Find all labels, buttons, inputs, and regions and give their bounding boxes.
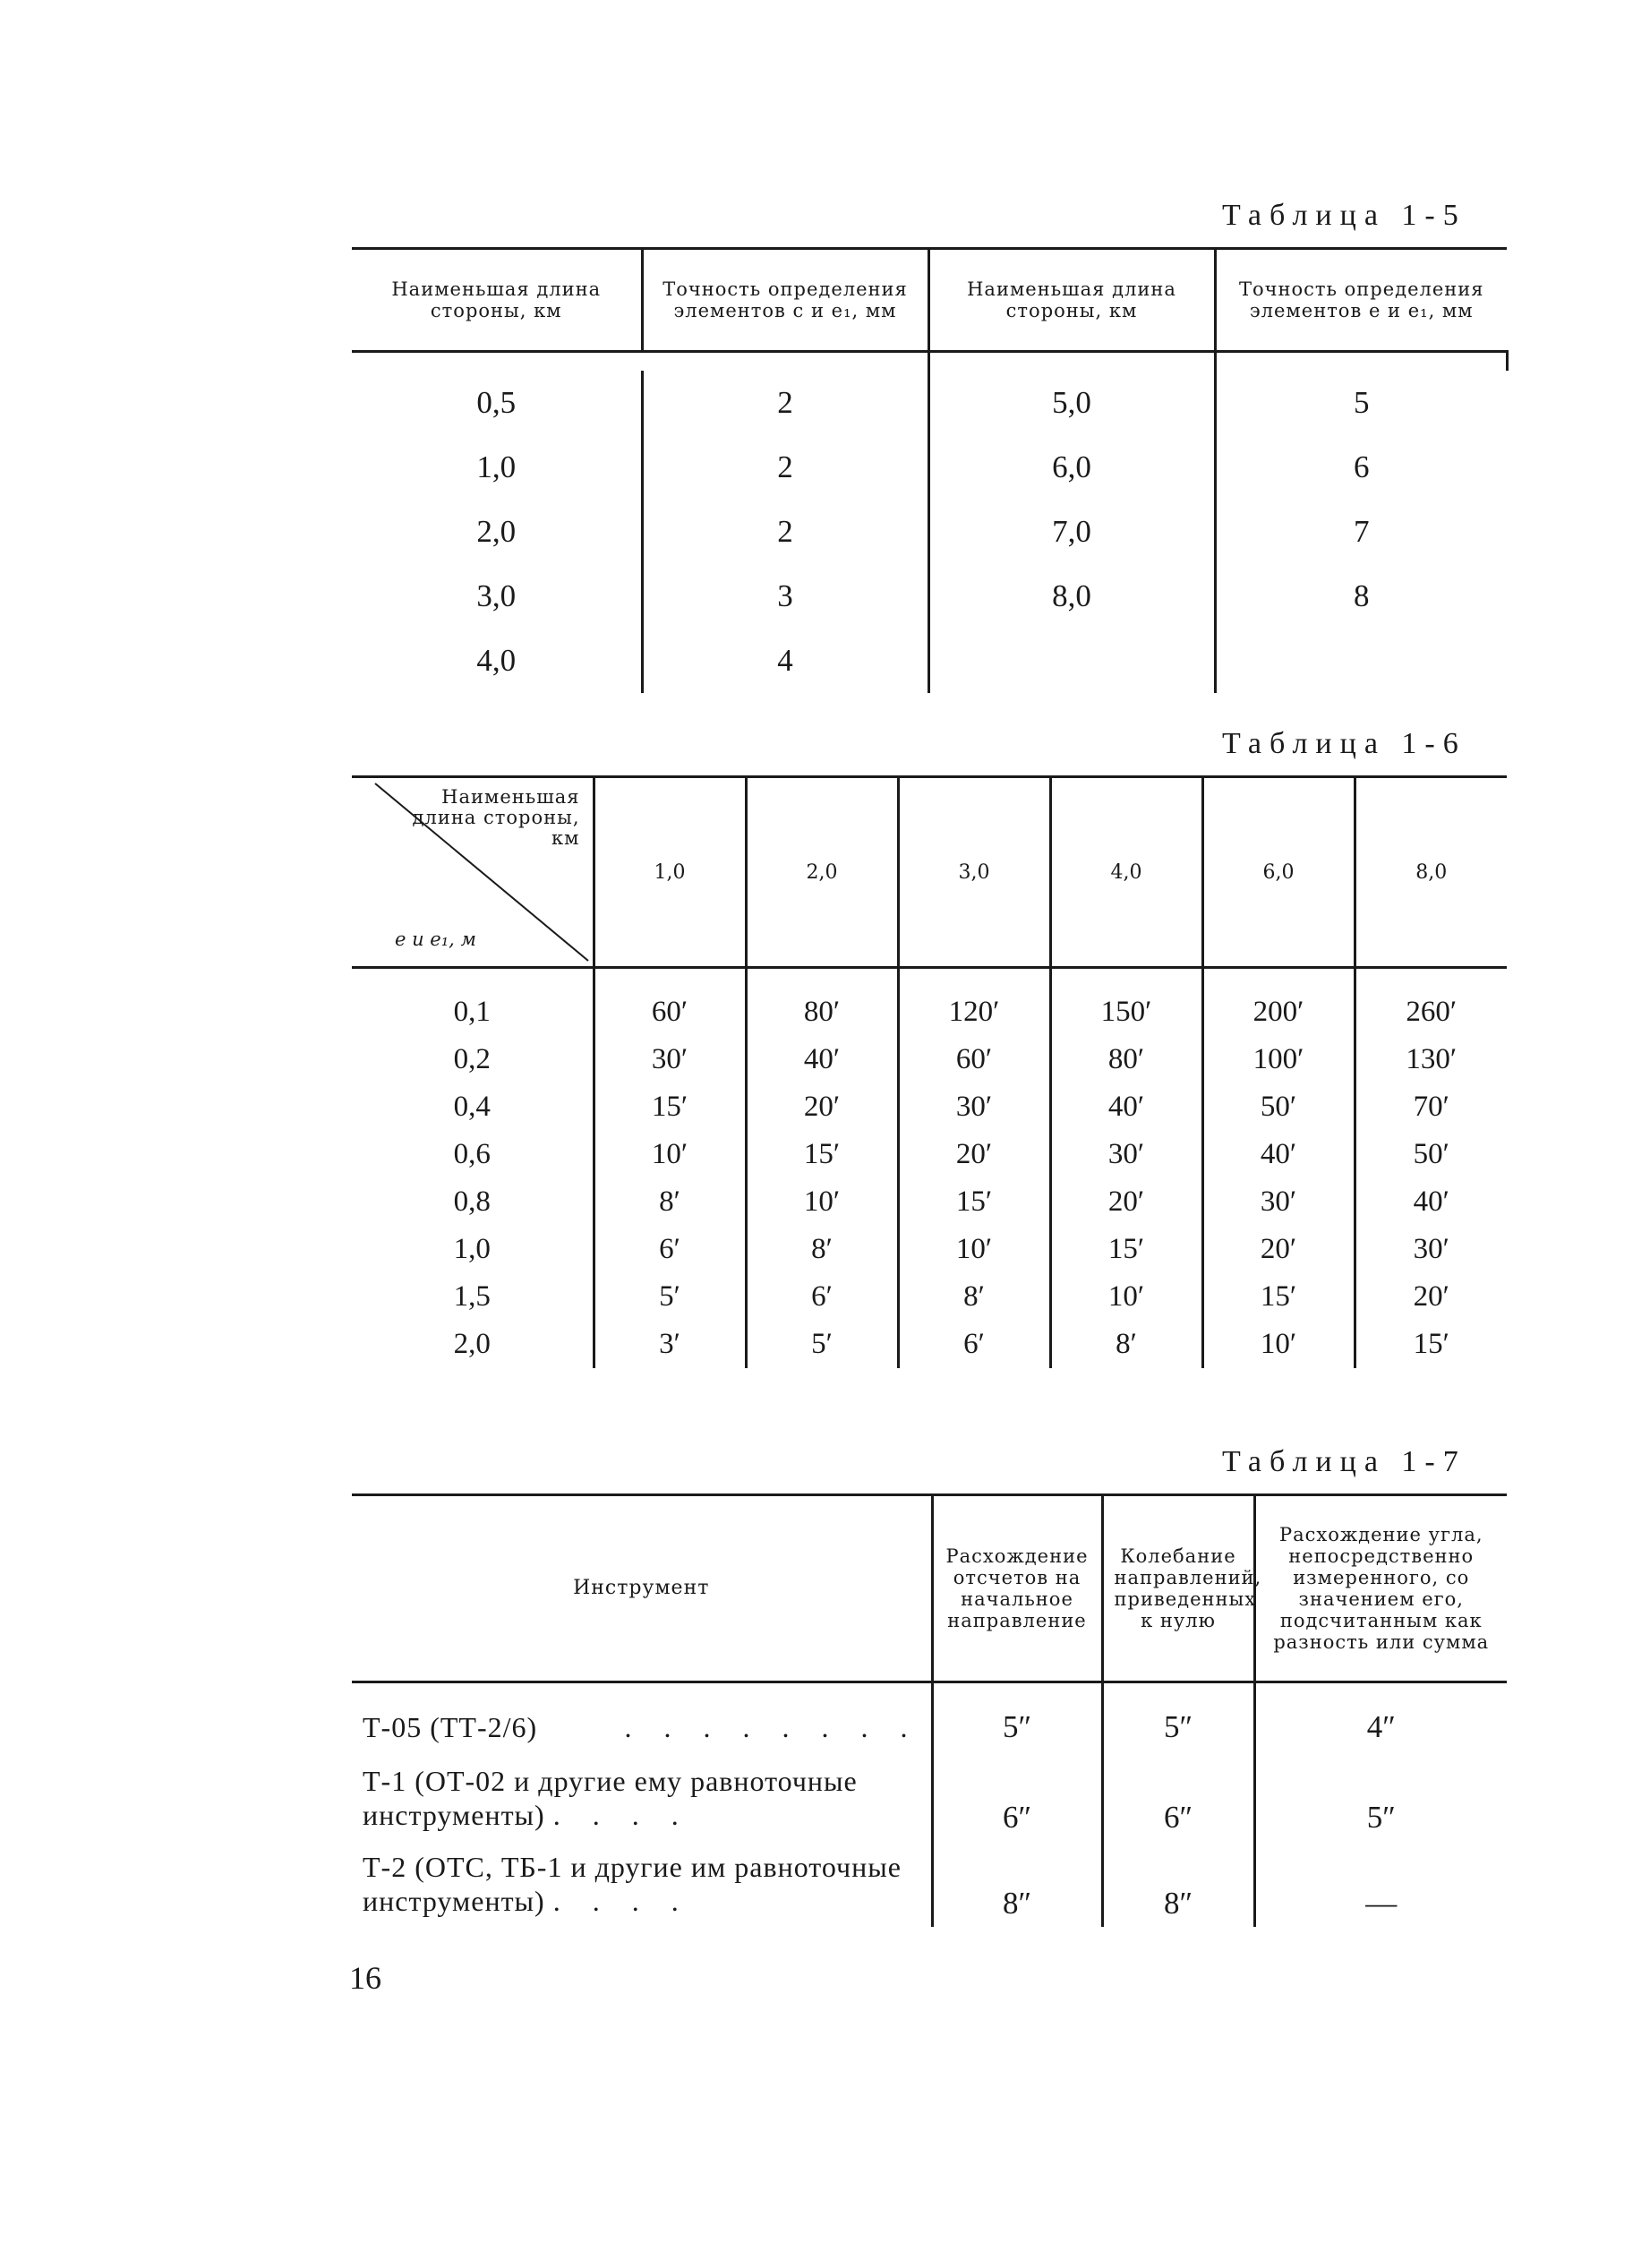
table-cell: 6″: [932, 1755, 1102, 1841]
table-cell: 6′: [898, 1321, 1050, 1368]
table-cell: 1,0: [476, 449, 517, 484]
t16-body: [352, 989, 1507, 1368]
table-cell: 100′: [1202, 1036, 1355, 1083]
table-cell: 6: [1354, 449, 1370, 484]
table-cell: 15′: [746, 1131, 898, 1178]
t16-row-label: 0,1: [352, 989, 594, 1036]
t16-col-header: 8,0: [1355, 777, 1507, 968]
table-cell: 2: [642, 435, 928, 500]
table-cell: 70′: [1413, 1091, 1449, 1123]
table-cell: 120′: [898, 989, 1050, 1036]
leader-dots: . . . .: [552, 1799, 691, 1831]
table-cell: 3′: [594, 1321, 746, 1368]
table-cell: 40′: [1413, 1185, 1449, 1218]
table-cell: 10′: [594, 1131, 746, 1178]
t16-row-label: 1,0: [352, 1226, 594, 1273]
table-cell: 6′: [746, 1273, 898, 1321]
table-cell: 8′: [746, 1226, 898, 1273]
t16-row-label: 1,5: [352, 1273, 594, 1321]
leader-dots: . . . . . . . .: [624, 1711, 920, 1743]
t17-instrument-cell: [352, 1699, 932, 1755]
table-cell: 6′: [594, 1226, 746, 1273]
t16-col-header: 2,0: [746, 777, 898, 968]
instrument-name: Т-2 (ОТС, ТБ-1 и другие им равноточные инструменты): [363, 1851, 902, 1917]
instrument-name: Т-05 (ТТ-2/6): [363, 1711, 538, 1743]
table-cell: 5″: [1366, 1800, 1396, 1835]
table-cell: 8′: [898, 1273, 1050, 1321]
table-cell: 5″: [932, 1699, 1102, 1755]
table-cell: 130′: [1406, 1043, 1458, 1075]
table-cell: 7: [1354, 514, 1370, 549]
table-cell: 40′: [1202, 1131, 1355, 1178]
table-cell: 5′: [594, 1273, 746, 1321]
table-cell: 10′: [1202, 1321, 1355, 1368]
t17-instrument-cell: [352, 1755, 932, 1841]
table-cell: 20′: [1202, 1226, 1355, 1273]
table-cell: 10′: [746, 1178, 898, 1226]
t16-col-header: 4,0: [1050, 777, 1202, 968]
table-cell: 60′: [594, 989, 746, 1036]
table-cell: —: [1365, 1886, 1398, 1921]
table-cell: [1215, 629, 1507, 693]
t16-corner-header: [352, 777, 594, 968]
table-cell: 20′: [1050, 1178, 1202, 1226]
table-cell: 20′: [898, 1131, 1050, 1178]
table-cell: 20′: [746, 1083, 898, 1131]
table-cell: 15′: [898, 1178, 1050, 1226]
t16-col-header: 3,0: [898, 777, 1050, 968]
t16-col-header: 1,0: [594, 777, 746, 968]
t15-header-accuracy-1: Точность определения элементов с и е₁, мм: [642, 249, 928, 352]
table-cell: 6,0: [928, 435, 1215, 500]
t17-header-direction-variation: Колебание направлений, приведенных к нулю: [1102, 1495, 1254, 1682]
page-number: 16: [349, 1960, 381, 1996]
t17-header-reading-discrepancy: Расхождение отсчетов на начальное направление: [932, 1495, 1102, 1682]
table-cell: 10′: [1050, 1273, 1202, 1321]
table-cell: 30′: [1050, 1131, 1202, 1178]
t16-corner-bottom-label: е и е₁, м: [395, 929, 476, 950]
table-cell: 50′: [1202, 1083, 1355, 1131]
t16-col-header: 6,0: [1202, 777, 1355, 968]
t16-row-label: 0,8: [352, 1178, 594, 1226]
table-1-6-caption: Таблица 1-6: [1222, 727, 1466, 760]
t17-header-angle-discrepancy: Расхождение угла, непосредственно измеренного, со значением его, подсчитанным как разность или сумма: [1254, 1495, 1507, 1682]
table-cell: 20′: [1413, 1280, 1449, 1313]
table-cell: 2: [642, 371, 928, 435]
table-cell: 15′: [1050, 1226, 1202, 1273]
t15-header-length-2: Наименьшая длина стороны, км: [928, 249, 1215, 352]
table-cell: 40′: [746, 1036, 898, 1083]
t17-instrument-cell: [352, 1841, 932, 1927]
table-cell: 8: [1354, 578, 1370, 613]
table-cell: 5: [1354, 385, 1370, 420]
table-cell: 8′: [1050, 1321, 1202, 1368]
table-cell: 30′: [1202, 1178, 1355, 1226]
t16-row-label: 0,4: [352, 1083, 594, 1131]
table-1-7-caption: Таблица 1-7: [1222, 1445, 1466, 1478]
table-cell: 30′: [594, 1036, 746, 1083]
leader-dots: . . . .: [552, 1885, 691, 1917]
table-1-5: [352, 247, 1509, 693]
table-cell: 6″: [1102, 1755, 1254, 1841]
table-cell: 5,0: [928, 371, 1215, 435]
table-cell: 4″: [1366, 1709, 1396, 1744]
table-cell: 200′: [1202, 989, 1355, 1036]
table-cell: 3,0: [476, 578, 517, 613]
t16-row-label: 0,2: [352, 1036, 594, 1083]
table-cell: 15′: [594, 1083, 746, 1131]
table-1-5-caption: Таблица 1-5: [1222, 199, 1466, 232]
table-cell: 80′: [1050, 1036, 1202, 1083]
table-cell: 150′: [1050, 989, 1202, 1036]
table-cell: 15′: [1413, 1328, 1449, 1360]
table-cell: 7,0: [928, 500, 1215, 564]
table-cell: 5′: [746, 1321, 898, 1368]
table-cell: 8,0: [928, 564, 1215, 629]
table-cell: 4,0: [476, 643, 517, 678]
table-1-6: [352, 775, 1507, 1368]
table-cell: 8″: [1102, 1841, 1254, 1927]
table-cell: 2: [642, 500, 928, 564]
table-cell: 2,0: [476, 514, 517, 549]
t16-row-label: 2,0: [352, 1321, 594, 1368]
table-cell: 80′: [746, 989, 898, 1036]
table-cell: 50′: [1413, 1138, 1449, 1170]
table-cell: 30′: [1413, 1233, 1449, 1265]
t17-header-instrument: Инструмент: [352, 1495, 932, 1682]
table-cell: 260′: [1406, 996, 1458, 1028]
table-cell: 10′: [898, 1226, 1050, 1273]
table-cell: 3: [642, 564, 928, 629]
t16-row-label: 0,6: [352, 1131, 594, 1178]
table-cell: 15′: [1202, 1273, 1355, 1321]
table-cell: 60′: [898, 1036, 1050, 1083]
instrument-name: Т-1 (ОТ-02 и другие ему равноточные инструменты): [363, 1765, 858, 1831]
t16-corner-top-label: Наименьшая длина стороны, км: [412, 786, 580, 849]
table-cell: 40′: [1050, 1083, 1202, 1131]
t15-header-length-1: Наименьшая длина стороны, км: [352, 249, 642, 352]
table-cell: 8′: [594, 1178, 746, 1226]
table-cell: 30′: [898, 1083, 1050, 1131]
table-cell: 5″: [1102, 1699, 1254, 1755]
t15-header-accuracy-2: Точность определения элементов е и е₁, мм: [1215, 249, 1507, 352]
table-cell: 8″: [932, 1841, 1102, 1927]
table-cell: 0,5: [476, 385, 517, 420]
table-1-7: [352, 1493, 1507, 1927]
table-cell: 4: [642, 629, 928, 693]
table-cell: [928, 629, 1215, 693]
